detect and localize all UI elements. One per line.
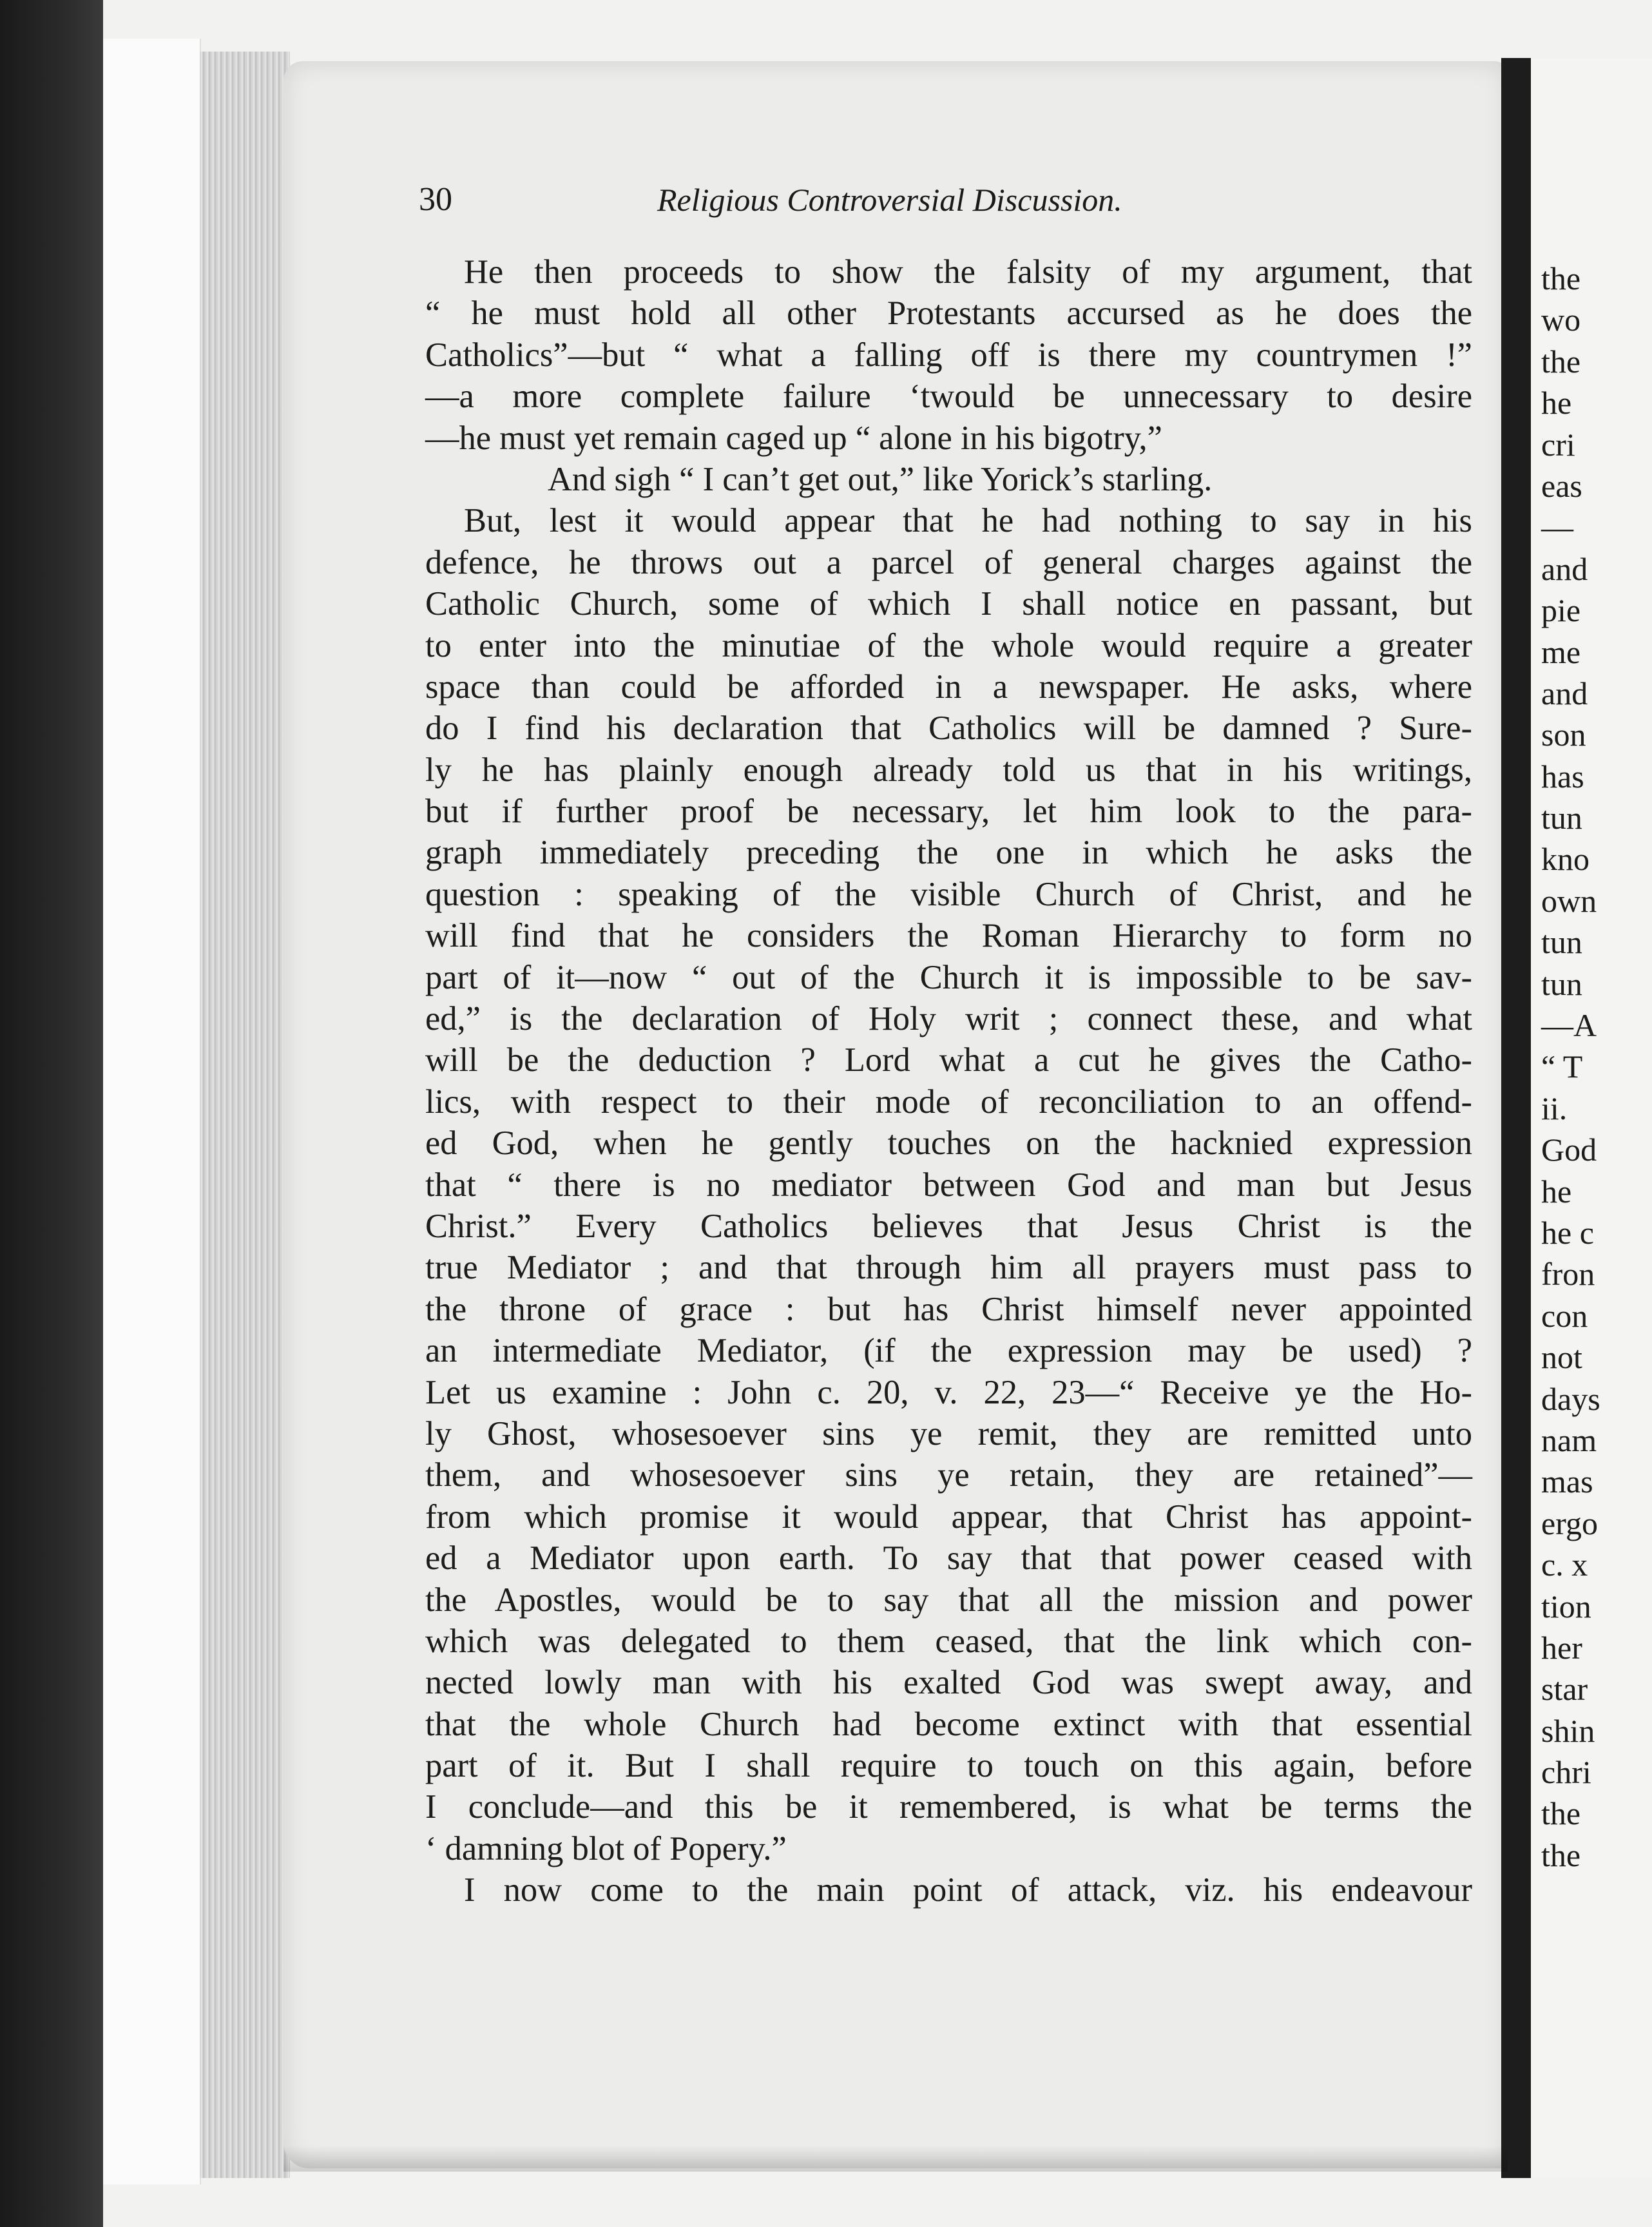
text-line: an intermediate Mediator, (if the expression may be used) ?: [425, 1332, 1472, 1370]
text-line: to enter into the minutiae of the whole would require a greater: [425, 626, 1472, 664]
facing-page-fragment: ergo: [1541, 1505, 1598, 1541]
facing-page-fragment: wo: [1541, 302, 1581, 338]
body-text: [425, 251, 1472, 1911]
text-line: Let us examine : John c. 20, v. 22, 23—“ Receive ye the Ho-: [425, 1373, 1472, 1411]
facing-page-fragment: cri: [1541, 426, 1575, 463]
page-margin-strip: [103, 39, 201, 2184]
facing-page-fragment: star: [1541, 1671, 1588, 1708]
facing-page-fragment: “ T: [1541, 1048, 1583, 1085]
facing-page-fragment: pie: [1541, 592, 1581, 629]
facing-page-fragment: nam: [1541, 1422, 1597, 1458]
text-line: from which promise it would appear, that Christ has appoint-: [425, 1498, 1472, 1536]
facing-page-fragment: her: [1541, 1629, 1582, 1666]
facing-page-fragment: tion: [1541, 1588, 1591, 1624]
text-line: ed a Mediator upon earth. To say that that power ceased with: [425, 1539, 1472, 1577]
text-line: Christ.” Every Catholics believes that Jesus Christ is the: [425, 1207, 1472, 1245]
facing-page-fragment: the: [1541, 343, 1581, 380]
text-line: the throne of grace : but has Christ himself never appointed: [425, 1290, 1472, 1328]
book-gutter: [1501, 58, 1531, 2178]
text-line: I conclude—and this be it remembered, is what be terms the: [425, 1788, 1472, 1826]
facing-page-fragment: has: [1541, 758, 1584, 795]
text-line: the Apostles, would be to say that all the mission and power: [425, 1581, 1472, 1619]
page-number: 30: [419, 181, 452, 218]
facing-page-fragment: fron: [1541, 1256, 1595, 1293]
facing-page-fragment: me: [1541, 633, 1581, 670]
facing-page-fragment: own: [1541, 882, 1597, 919]
text-line: space than could be afforded in a newspaper. He asks, where: [425, 668, 1472, 706]
text-line: ly he has plainly enough already told us that in his writings,: [425, 751, 1472, 789]
facing-page-fragment: chri: [1541, 1754, 1591, 1791]
text-line: ly Ghost, whosesoever sins ye remit, they are remitted unto: [425, 1414, 1472, 1452]
facing-page-fragment: the: [1541, 1795, 1581, 1832]
text-line: —he must yet remain caged up “ alone in his bigotry,”: [425, 419, 1162, 457]
facing-page-fragment: shin: [1541, 1712, 1595, 1749]
text-line: question : speaking of the visible Church of Christ, and he: [425, 875, 1472, 913]
text-line: do I find his declaration that Catholics will be damned ? Sure-: [425, 709, 1472, 747]
text-line: nected lowly man with his exalted God was swept away, and: [425, 1664, 1472, 1702]
text-line: lics, with respect to their mode of reconciliation to an offend-: [425, 1083, 1472, 1121]
scanner-dark-edge: [0, 0, 103, 2227]
facing-page-fragment: he: [1541, 385, 1572, 421]
text-line: part of it. But I shall require to touch on this again, before: [425, 1747, 1472, 1785]
facing-page-fragment: God: [1541, 1132, 1597, 1168]
text-line: which was delegated to them ceased, that the link which con-: [425, 1622, 1472, 1660]
facing-page-fragment: days: [1541, 1380, 1600, 1417]
facing-page-fragment: and: [1541, 675, 1588, 711]
facing-page-fragment: he: [1541, 1173, 1572, 1210]
facing-page-fragment: son: [1541, 717, 1586, 753]
text-line: them, and whosesoever sins ye retain, they are retained”—: [425, 1456, 1472, 1494]
facing-page-fragment: ii.: [1541, 1090, 1568, 1126]
text-line: Catholics”—but “ what a falling off is there my countrymen !”: [425, 336, 1472, 374]
facing-page-fragment: c. x: [1541, 1547, 1588, 1583]
text-line: that the whole Church had become extinct with that essential: [425, 1705, 1472, 1743]
text-line: “ he must hold all other Protestants accursed as he does the: [425, 294, 1472, 333]
text-line: true Mediator ; and that through him all prayers must pass to: [425, 1249, 1472, 1287]
text-line: part of it—now “ out of the Church it is impossible to be sav-: [425, 958, 1472, 996]
facing-page-fragment: the: [1541, 1837, 1581, 1873]
facing-page-fragment: kno: [1541, 841, 1590, 878]
text-line: And sigh “ I can’t get out,” like Yorick’s starling.: [548, 460, 1213, 498]
facing-page-text: [1541, 258, 1652, 1876]
text-line: that “ there is no mediator between God and man but Jesus: [425, 1166, 1472, 1204]
page-edge-stack: [200, 52, 290, 2178]
text-line: Catholic Church, some of which I shall notice en passant, but: [425, 585, 1472, 623]
text-line: graph immediately preceding the one in which he asks the: [425, 834, 1472, 872]
facing-page-fragment: eas: [1541, 467, 1582, 504]
facing-page-fragment: tun: [1541, 965, 1582, 1002]
text-line: will find that he considers the Roman Hierarchy to form no: [425, 917, 1472, 955]
text-line: defence, he throws out a parcel of general charges against the: [425, 543, 1472, 581]
page-bottom-shadow: [283, 2146, 1508, 2172]
text-line: ‘ damning blot of Popery.”: [425, 1829, 787, 1867]
text-line: ed,” is the declaration of Holy writ ; connect these, and what: [425, 1000, 1472, 1038]
facing-page-fragment: the: [1541, 260, 1581, 296]
text-line: will be the deduction ? Lord what a cut he gives the Catho-: [425, 1041, 1472, 1079]
page-header: [419, 174, 1256, 226]
text-line: He then proceeds to show the falsity of my argument, that: [464, 253, 1472, 291]
facing-page-fragment: —A: [1541, 1007, 1597, 1044]
facing-page-fragment: tun: [1541, 800, 1582, 836]
text-line: —a more complete failure ‘twould be unnecessary to desire: [425, 378, 1472, 416]
facing-page-fragment: not: [1541, 1339, 1582, 1376]
facing-page-fragment: con: [1541, 1297, 1588, 1334]
text-line: but if further proof be necessary, let him look to the para-: [425, 793, 1472, 831]
text-line: But, lest it would appear that he had nothing to say in his: [464, 502, 1472, 540]
text-line: I now come to the main point of attack, viz. his endeavour: [464, 1871, 1472, 1909]
running-head: Religious Controversial Discussion.: [657, 182, 1122, 218]
facing-page-fragment: and: [1541, 550, 1588, 587]
facing-page-fragment: mas: [1541, 1463, 1593, 1500]
text-line: ed God, when he gently touches on the hacknied expression: [425, 1124, 1472, 1162]
facing-page-fragment: —: [1541, 509, 1573, 546]
facing-page-fragment: tun: [1541, 924, 1582, 961]
facing-page-fragment: he c: [1541, 1214, 1594, 1251]
